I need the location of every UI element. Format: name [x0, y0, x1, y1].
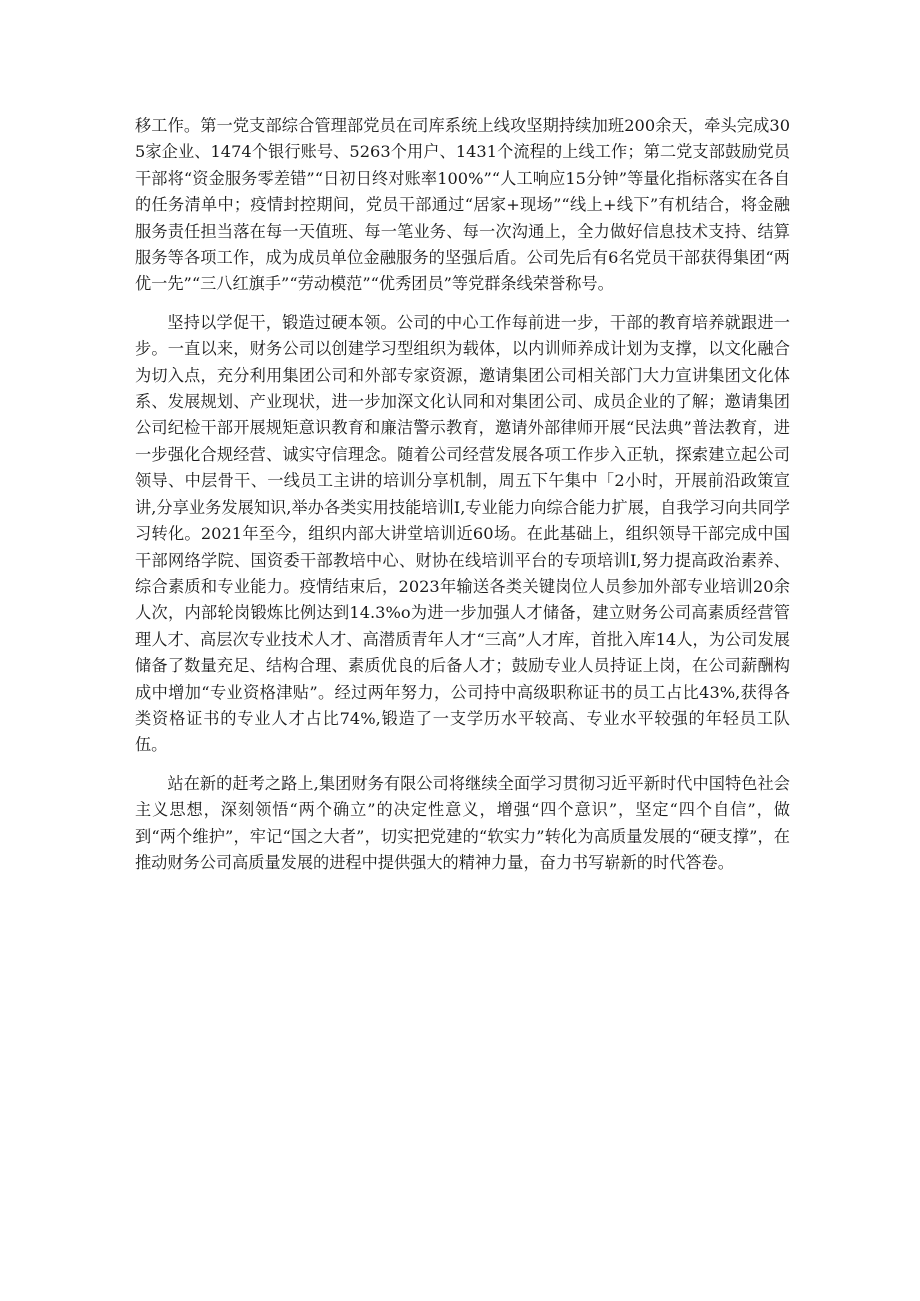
- paragraph-continuation: 移工作。第一党支部综合管理部党员在司库系统上线攻坚期持续加班200余天，牵头完成305家企业、1474个银行账号、5263个用户、1431个流程的上线工作；第二党支部鼓励党员干部将“资金服务零差错”“日初日终对账率100%”“人工响应15分钟”等量化指标落实在各自的任务清单中；疫情封控期间，党员干部通过“居家+现场”“线上+线下”有机结合，将金融服务责任担当落在每一天值班、每一笔业务、每一次沟通上，全力做好信息技术支持、结算服务等各项工作，成为成员单位金融服务的坚强后盾。公司先后有6名党员干部获得集团“两优一先”“三八红旗手”“劳动模范”“优秀团员”等党群条线荣誉称号。: [135, 116, 790, 294]
- paragraph-conclusion: 站在新的赶考之路上,集团财务有限公司将继续全面学习贯彻习近平新时代中国特色社会主义思想，深刻领悟“两个确立”的决定性意义，增强“四个意识”，坚定“四个自信”，做到“两个维护”，牢记“国之大者”，切实把党建的“软实力”转化为高质量发展的“硬支撑”，在推动财务公司高质量发展的进程中提供强大的精神力量，奋力书写崭新的时代答卷。: [135, 773, 790, 872]
- document-body: [135, 113, 790, 888]
- paragraph-study-training: 坚持以学促干，锻造过硬本领。公司的中心工作每前进一步，干部的教育培养就跟进一步。一直以来，财务公司以创建学习型组织为载体，以内训师养成计划为支撑，以文化融合为切入点，充分利用集团公司和外部专家资源，邀请集团公司相关部门大力宣讲集团文化体系、发展规划、产业现状，进一步加深文化认同和对集团公司、成员企业的了解；邀请集团公司纪检干部开展规矩意识教育和廉洁警示教育，邀请外部律师开展“民法典”普法教育，进一步强化合规经营、诚实守信理念。随着公司经营发展各项工作步入正轨，探索建立起公司领导、中层骨干、一线员工主讲的培训分享机制，周五下午集中「2小时，开展前沿政策宣讲,分享业务发展知识,举办各类实用技能培训I,专业能力向综合能力扩展，自我学习向共同学习转化。2021年至今，组织内部大讲堂培训近60场。在此基础上，组织领导干部完成中国干部网络学院、国资委干部教培中心、财协在线培训平台的专项培训I,努力提高政治素养、综合素质和专业能力。疫情结束后，2023年输送各类关键岗位人员参加外部专业培训20余人次，内部轮岗锻炼比例达到14.3%o为进一步加强人才储备，建立财务公司高素质经营管理人才、高层次专业技术人才、高潜质青年人才“三高”人才库，首批入库14人，为公司发展储备了数量充足、结构合理、素质优良的后备人才；鼓励专业人员持证上岗，在公司薪酬构成中增加“专业资格津贴”。经过两年努力，公司持中高级职称证书的员工占比43%,获得各类资格证书的专业人才占比74%,锻造了一支学历水平较高、专业水平较强的年轻员工队伍。: [135, 312, 790, 755]
